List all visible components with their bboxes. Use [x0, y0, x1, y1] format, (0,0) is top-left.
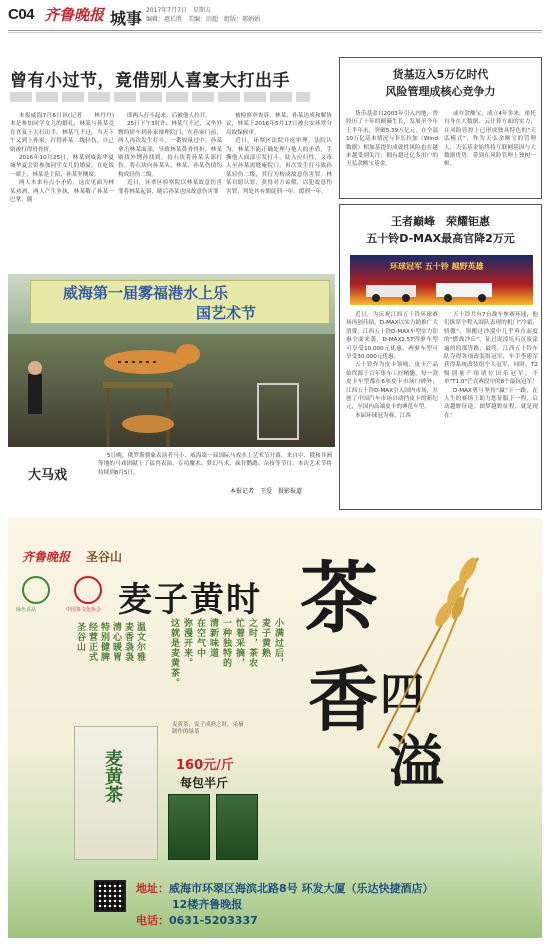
dmax-article-box [339, 204, 542, 510]
header-meta [146, 6, 260, 24]
header-rule-secondary [8, 32, 542, 33]
dmax-para: 五十铃共有7台战车参赛环球，他们纵穿全程入围队表现的机门"冷霜，骄傲"，领搬过沙漠中几乎垂直而度的"燃战沙丘"，征过泥淖坑石沉废涂遍的的那等路，最终，江西五十铃车队夺得各项改装组冠军，车手李建军获得系统改装组个人冠军，同时，T2级别量产组诸位田乐冠军，不单"T1.0"芒式赛段中的8个最抗冠军！ [444, 312, 538, 386]
ad-price-sub: 每包半斤 [180, 776, 229, 790]
poem-col: 清新味道 [208, 618, 218, 658]
lead-para: 近日，环翠区检察院以林某故意伤害罪将林某起诉，随后孙某也因故意伤害罪 [118, 180, 222, 195]
dmax-ad-banner [350, 255, 533, 305]
ad-address-line2: 12楼齐鲁晚报 [172, 898, 243, 911]
platform [103, 382, 173, 388]
header-rule [8, 30, 542, 31]
fund-article-box [339, 57, 542, 199]
banner-text: 威海第一届雾福港水上乐 [63, 284, 229, 302]
photo-credit: 本报记者 王爱 摄影报道 [230, 488, 303, 495]
address-label: 地址： [136, 882, 169, 895]
badge1-label: 绿色食品 [16, 607, 37, 613]
newspaper-logo: 齐鲁晚报 [44, 6, 105, 24]
fund-para: 货币基金自2003年引入内地，曾经历了十年的颠簸生长，发展至今年上半年末，突破5.39万亿元，在全部10万亿基本情况与非长拉加（Wind数据）相加基提的成就性风险也在越来越受到关注；拥有超过亿多用户的天弘余额宝基金， [346, 111, 438, 168]
poem-col: 在空气中 [195, 618, 205, 658]
tea-tin [216, 794, 258, 860]
lead-subheadline [10, 92, 310, 102]
lead-column-2 [118, 112, 222, 270]
photo-caption-text: 5日晚，俄罗斯驯象表演者马小，威海第一届国际马戏水上艺术节开幕，来自中、俄和非洲等地的马戏团献上了猛兽表演、专功魔术、梦幻马术、疯狂鹦鹉、杂技等节目，本次艺术节将持续到8月5日。 [98, 453, 332, 476]
big-char-four: 四 [380, 669, 424, 720]
poem-col: 清心暖胃 [111, 622, 121, 662]
trainer [28, 374, 42, 414]
poem-col: 经营正式 [87, 622, 97, 662]
lead-column-3 [226, 112, 332, 270]
ad-price: 160元/斤 [176, 758, 234, 773]
circus-photo [8, 274, 335, 447]
lead-para: 两人本来有点小矛盾，这次见面为林某劝酒，两人产生争执，林某敬了孙某一巴掌，随 [10, 180, 114, 204]
poem-col: 特别健脾 [99, 622, 109, 662]
lead-para: 近日，环翠区法院开庭审理，法院认为，林某不能正确处理与他人的矛盾，手撕他人面部引发打斗，陆入应归性，又毒人至孙某需缝庵院门，再次发生打斗致孙某轻伤二级，其行为构成故意伤害罪。林某自愿认罪，获得对方谅解，以犯故意伤害罪，判处其有期徒刑一年，缓刑一年。 [226, 138, 332, 195]
poem-col: 小满过后， [273, 618, 283, 668]
poem-col: 麦子黄熟 [260, 618, 270, 658]
fund-title-2: 风险管理成核心竞争力 [385, 85, 496, 98]
dmax-column-2 [444, 311, 538, 507]
ad-brand-newspaper: 齐鲁晚报 [22, 550, 71, 564]
dmax-para: 近日，为庆祝江西五十铃环球赛场再创佳绩，D-MAX以实力助推广大消费，江西五十铃D-MAX车型实力钜惠全面来袭，D-MAX2.5T四驱车型可享受10,000元优惠，两驱车型可享受30,000元优惠。 [346, 312, 438, 361]
dmax-banner-text: 环球冠军 五十铃 越野英雄 [390, 262, 484, 271]
poem-col: 弥漫开来。 [182, 618, 192, 668]
cage [258, 384, 298, 439]
pickup-trucks [356, 277, 526, 303]
fund-column-1 [346, 110, 438, 194]
lead-column-1 [10, 112, 120, 270]
standing-tiger [122, 415, 174, 433]
page-number: C04 [8, 6, 35, 23]
poem-col: 一种独特的 [221, 618, 231, 668]
trainer-head [28, 361, 42, 375]
tiger-scene [8, 314, 335, 447]
tea-tin [168, 794, 210, 860]
green-food-badge-icon [22, 576, 50, 604]
left-poem [74, 622, 145, 714]
lead-para: 被检察审查诉，林某、孙某达成和解协议，林某于2016年5月17日被公安环翠分局取保候审。 [226, 113, 332, 136]
fund-para: 或存余额宝，成立4年多来，依托自身在大数据、云计算方面的实力，在风险管控上已形成独具特色的"天弘模式"，作为天弘余额宝的管理人，天弘基金始终将互联网基因与大数据优势，带到在风险管理上独树一帜。 [444, 111, 536, 168]
dmax-title-2: 五十铃D-MAX最高官降2万元 [366, 232, 515, 245]
phone-number: 0631-5203337 [169, 914, 258, 927]
address-text: 威海市环翠区海滨北路8号 环发大厦（乐达快捷酒店） [169, 882, 434, 895]
right-poem [168, 618, 283, 718]
lead-para: 2016年10月25日，林某到威海华夏城华夏会馆参加同学女儿的婚宴，在吃饭一席上，林某是主陪，孙某坐侧席。 [10, 155, 114, 178]
tea-package [74, 726, 158, 860]
header-editors: 编辑：惠长胜 美编：田超 组版：郝娟娟 [146, 16, 261, 23]
wheat-ears-icon [368, 548, 488, 748]
fund-column-2 [444, 110, 536, 194]
lead-para: 25日下午3时许，林某气不过，又坐外甥的轿车到孙家辩理院门，在孙家门前，两人再次发生打斗，一番较量过中，孙某拿击林某面部，导致林某鼻骨骨折，林某则找外甥孙找到，持石块将孙某头部打伤。将石块向孙某头，林某、孙某伤情均构成轻伤二级。 [118, 121, 222, 178]
photo-title: 大马戏 [28, 468, 68, 483]
lead-para: 即两人打斗起来，后被他人拉开。 [126, 113, 211, 119]
big-char-tea: 茶 [300, 553, 379, 644]
dmax-para: D-MAX勇与坚持"赢"下一路，在人生的赛场上助力您征服下一程，启动越野征途，图梦越野征程，就是现在！ [444, 387, 538, 419]
dmax-column-1 [346, 311, 438, 507]
fund-title-1: 货基迈入5万亿时代 [392, 68, 489, 81]
tea-association-badge-icon [74, 576, 102, 604]
lead-headline: 曾有小过节，竟借别人喜宴大打出手 [10, 71, 290, 91]
poem-col: 忙着采摘， [234, 618, 244, 668]
tiger-head [176, 344, 200, 364]
poem-col: 温文尔雅 [135, 622, 145, 662]
section-title: 城事 [110, 9, 143, 28]
photo-caption [98, 452, 332, 486]
ad-headline: 麦子黄时 [118, 580, 262, 620]
banner-text-2: 国艺术节 [196, 304, 257, 322]
tea-tins [168, 794, 258, 860]
dmax-para: 五十铃作为皮卡领域，皮卡产品始终源于百年集车工匠精髓，每一款皮卡车型都在6项皮卡市场口碑外，江西五十铃D-MAX引入国内市场，开创了中国汽车市场自动挡皮卡的新纪元，至国内高端皮卡的典范车型。 [346, 362, 438, 411]
tea-advertisement [8, 518, 542, 938]
header-date: 2017年7月7日 星期五 [146, 7, 211, 14]
big-char-fragrance: 香 [308, 658, 378, 741]
phone-label: 电话： [136, 914, 169, 927]
poem-col: 圣谷山 [75, 622, 85, 652]
ad-address-line [136, 880, 433, 896]
ad-phone-line [136, 912, 258, 928]
poem-col: 麦香袅袅 [123, 622, 133, 662]
package-label: 麦黄茶 [102, 749, 123, 803]
dmax-title-1: 王者巅峰 荣耀钜惠 [391, 215, 490, 228]
big-char-overflow: 溢 [388, 729, 444, 795]
lead-para: 本报威海7月6日讯(记者 林丹丹) 本是参加同学女儿的婚礼，林某与孙某竟在喜宴上大打出手。林某气不过，当天下午又到上孙家，打得孙某二级轻伤，自己则被打得骨骨折。 [10, 113, 120, 153]
ad-small-note: 麦黄茶，麦子成熟之时，采摘制作的绿茶 [172, 722, 244, 735]
badge2-label: 中国茶文化协会 [66, 607, 102, 613]
qr-code-icon[interactable] [94, 880, 126, 912]
poem-col: 之时，茶农 [247, 618, 257, 668]
poem-col: 这就是麦黄茶。 [169, 618, 179, 688]
ad-brand-shenggushan: 圣谷山 [86, 550, 123, 564]
dmax-para: 本届环球冠为赛，江西 [354, 412, 411, 419]
